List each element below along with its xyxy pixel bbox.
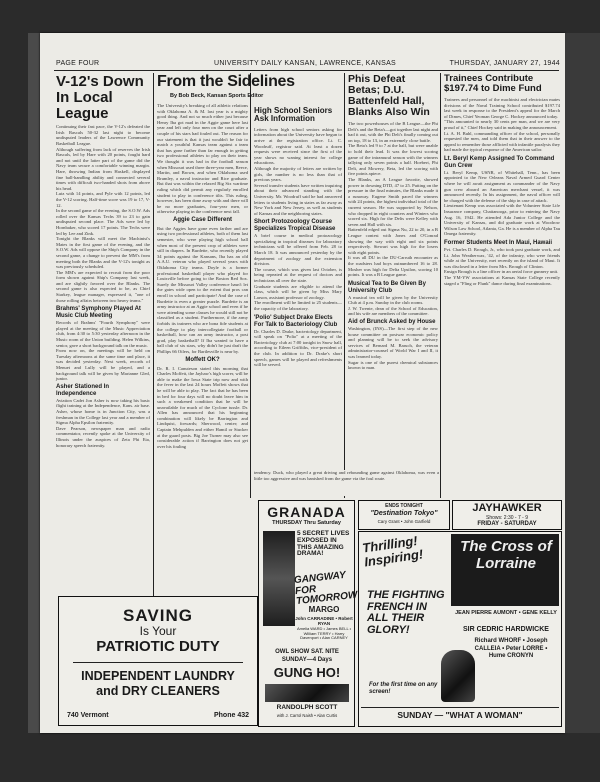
lorraine-thrilling: Thrilling! Inspiring! <box>361 532 424 570</box>
newspaper-page <box>40 33 565 733</box>
article-paragraph: The course, which was given last October, is being repeated at the request of doctors and technicians all over the state. <box>254 266 342 284</box>
lorraine-first-time: For the first time on any screen! <box>369 682 438 695</box>
article-paragraph: Dave Pearson, newspaper man and radio commentator, recently spoke at the University of Illinois under the auspices of Zeta Phi Eta, honorary speech fraternity. <box>56 425 150 448</box>
ad-ends-tonight <box>358 500 450 530</box>
article-paragraph: Records of Brahms' "Fourth Symphony" were played at the meeting of the Music Appreciation club, from 4:30 to 5:30 yesterday afternoon in the Music room of the Union building. Helen Wilkins, senior, gave a short background talk on the music. <box>56 320 150 348</box>
lorraine-title: The Cross of Lorraine <box>460 538 552 573</box>
article-paragraph: Pvt. Charles D. Brough, Jr., who took post graduate work, and Lt. John Weatherwax, '42, of the infantry, who were friends while at the University, met recently on the island of Maui. It was disclosed in a letter from Mrs. Brough of Clinton. <box>444 247 560 269</box>
article-paragraph: Although suffering from lack of reserves the Irish Rascals, led by Hare with 20 points, fought hard and not until the latter part of the game did the Navy team secure a comfortable winning margin. Hare, throwing Indian from Haskell, displayed fine ball-handling ability and connected several times with difficult two-handed shots from above his head. <box>56 146 150 191</box>
lorraine-cast: Richard WHORF • Joseph CALLEIA • Peter LORRE • Hume CRONYN <box>474 638 548 659</box>
ad-dry-cleaners: and DRY CLEANERS <box>96 684 220 699</box>
ad-jayhawker-header <box>452 500 562 530</box>
granada-name: GRANADA <box>267 504 346 520</box>
article-paragraph: The Blanks, an A League favorite, showed power in downing DTD, 47 to 25. Putting on the pressure in the final minutes, the Blanks made it a runaway. Eugene Smith paced the winners with 24 points, the highest individual total of the current season. He was supported by Nelson, who dropped in eight counters and Winters who scored six. High for the Delts were Kelley with seven and Hall with six. <box>348 177 438 227</box>
column-1 <box>56 74 150 614</box>
column-rule <box>344 73 345 498</box>
article-paragraph: Dr. R. I. Canuteson stated this morning that Charles Moffett, the Jayhaw's high scorer, will be able to make the Iowa State trip now and with the fever in the last 24 hours Moffett shows that he will be able to play. The fact that he has been in bed for four days will no doubt leave him in such a weakened condition that he will be unavailable for much of the Cyclone tussle. Dr. Allen has announced that his beginning combination will likely be Barrington and Lindquist, forwards; Sherwood, center; and Captain Mehpulden and either Hamil or Stucker at the guard posts. Big Joe Turner may also see considerable action if Barrington does not get over his fouling <box>157 365 249 449</box>
ad-is-your: Is Your <box>139 623 177 638</box>
article-paragraph: The University's breaking of all athletic relations with Oklahoma A. & M. last year is a mighty good thing. And not so much either just because Henry Iba got mad in the Aggie game here last year and left only four men on the court after a couple of his stars had fouled out. The reason for our statement is that it just wouldn't be fair to match a youthful Kansas team against a team that has gone farther than far enough in getting two professional athletes to play on their team. We thought it was bad in the football season when Missouri used three three-year men, Reece, Martin, and Brown, and when Oklahoma used Brumley, a naval instructor and Rice graduate. But that was within the relaxed Big Six wartime ruling which did permit any regularly enrolled student to play in conference tilts. This ruling, however, has been done away with and there will be no more graduates, four-year men, or otherwise playing in the conference next fall. <box>157 103 248 215</box>
article-paragraph: It was all DU in the DU-Carruth encounter as the roadsters had boys outnumbered 16 to 28. Mosher was high for Delta Upsilon, scoring 10 points. It was a B League game. <box>348 255 438 278</box>
subhead-kemp: Lt. Beryl Kemp Assigned To Command Gun Crew <box>444 155 555 169</box>
article-paragraph: The enrollment will be limited to 25 students—the capacity of the laboratory. <box>254 300 342 311</box>
article-paragraph: Lieutenant Kemp was associated with the Volunteer State Life Insurance company, Chattanooga, prior to entering the Navy Aug. 16, 1942. He attended Ada Junior College and the University of Kansas, and did graduate work at Woodrow Wilson Law School, Atlanta, Ga. He is a member of Alpha Tau Omega fraternity. <box>444 203 560 237</box>
granada-dates: THURSDAY Thru Saturday <box>272 519 341 526</box>
column-3 <box>254 107 342 498</box>
granada-title: GANGWAY FOR TOMORROW <box>293 569 358 608</box>
article-paragraph: A musical tea will be given by the University Club at 4 p.m. Sunday in the club rooms. <box>348 294 438 306</box>
scan-margin <box>565 33 600 733</box>
ad-phone: Phone 432 <box>213 712 249 719</box>
article-paragraph: The Beta's led 9 to 7 at the half, but were unable to hold their lead. It was the lowest scoring game of the intramural season with the winners tallying only seven points a half. Hoebert, Phi Delt, and Mowery, Beta, led the scoring with five points apiece. <box>348 143 438 177</box>
sidelines-continued: tendency. Duck, who played a great driving and rebounding game against Oklahoma, was even a little too aggressive and was banished from the game via the foul route. <box>254 470 439 496</box>
article-paragraph: Tonight the Blanks will meet the Machinist's Mates in the first game of the evening, and the S.O.W. Ads will oppose the Ship's Company in the second game, a change to prevent the MM's from meeting both the Blanks and the V-12's tonight as was previously scheduled. <box>56 236 150 270</box>
header-rule <box>54 70 559 71</box>
lorraine-sunday: SUNDAY — "WHAT A WOMAN" <box>397 710 523 720</box>
granada-margo: MARGO <box>308 605 340 614</box>
column-rule <box>250 73 251 498</box>
jayhawker-name: JAYHAWKER <box>472 502 542 514</box>
ad-patriotic-duty: PATRIOTIC DUTY <box>96 638 220 656</box>
article-paragraph: Continuing their fast pace, the V-12's defeated the Irish Rascals 50-32 last night to become undisputed leaders of the Lawrence Community Basketball League. <box>56 124 150 147</box>
ad-independent-laundry <box>58 596 258 726</box>
jayhawker-days: FRIDAY - SATURDAY <box>477 520 537 527</box>
subhead-musical-tea: Musical Tea to Be Given By University Club <box>348 280 426 294</box>
article-paragraph: But the Aggies have gone even farther and are using two professional athletes, both of them last semester, who were playing high school ball when most of the present crop of athletes were still in diapers. In Burdette, who recently played 34 points against the Kansans, Iba has an old A.A.U. veteran who played several years with Oklahoma City teams. Doyle is a former professional basketball player who played for Louisville before going to the Boston Red Sox. Surely the Missouri Valley conference hasn't let the gates wide open to the extent that pros can enroll in school and participate! And the case of Burdette is even a greater puzzle. Burdette is an army instructor at an Aggie school and even if he were attending some classes he would still not be classified as a student. Furthermore, if the army forbids its trainees who are bona fide students at the college to play intercollegiate football or basketball, how can an army instructor, a post grad, play basketball? If Iba wanted to have a ball club of six stars, why didn't he just draft the Phillips 66 Oilers, for Bartlesville is near by. <box>157 225 248 354</box>
article-paragraph: A brief course in medical protozoology specializing in tropical diseases for laboratory technicians will be offered from Feb. 28 to March 18. It was announced yesterday by the department of zoology and the extension division. <box>254 233 342 267</box>
lorraine-fighting-french: THE FIGHTING FRENCH IN ALL THEIR GLORY! <box>367 589 445 636</box>
paper-title: UNIVERSITY DAILY KANSAN, LAWRENCE, KANSAS <box>213 60 397 67</box>
headline-phis: Phis Defeat Betas; D.U. Battenfeld Hall, Blanks Also Win <box>348 73 430 119</box>
article-paragraph: Battenfeld edged out Sigma Nu, 22 to 20, in a B League contest with Jones and O'Conrad showing the way with eight and six points respectively. Stewart was high for the losers with eight points. <box>348 227 438 255</box>
headline-sidelines: From the Sidelines <box>157 73 295 90</box>
granada-owl-show: OWL SHOW SAT. NITE <box>275 649 339 655</box>
byline: By Bob Beck, Kansan Sports Editor <box>170 93 264 99</box>
ad-laundry-name: INDEPENDENT LAUNDRY <box>81 669 235 684</box>
column-2-body <box>157 103 248 498</box>
lorraine-photo <box>441 650 475 702</box>
column-5 <box>444 74 560 499</box>
ends-tonight-title: "Destination Tokyo" <box>370 510 438 517</box>
article-paragraph: In the second game of the evening, the S.O.W. Ads rolled over the Kansas Techs 39 to 23 to gain undisputed second place. The Ads were led by Hornbaker, who scored 17 points. The Techs were led by Lee and Zink. <box>56 208 150 236</box>
granada-cast: John CARRADINE • Robert RYAN <box>295 616 353 626</box>
article-paragraph: Graduate students are eligible to attend the class, which will be given by Miss Mary Larson, assistant professor of zoology. <box>254 283 342 300</box>
granada-cast-2: Amelia WARD • James BELL • William TERRY • Harry Davenport • Alan CARNEY <box>296 626 352 641</box>
subhead-polio: 'Polio' Subject Drake Elects For Talk to Bacteriology Club <box>254 314 338 328</box>
headline-trainees: Trainees Contribute $197.74 to Dime Fund <box>444 73 542 94</box>
headline-v12: V-12's Down In Local League <box>56 73 144 122</box>
ad-address: 740 Vermont <box>67 712 109 719</box>
article-paragraph: Washington, (INS)—The first step of the new house committee on postwar economic policy and planning will be to seek the advisory services of Bernard M. Baruch, the veteran administrator-counsel of World War I and II, it was learned today. <box>348 326 438 360</box>
subhead-maui: Former Students Meet In Maui, Hawaii <box>444 240 553 246</box>
subhead-aggie: Aggie Case Different <box>172 216 232 223</box>
column-rule <box>153 73 154 613</box>
article-paragraph: Several transfer students have written inquiring about their advanced standing with the University. Mr. Woodruff said he had answered letters to students living in states as far away as New York and New Jersey, as well as students of Kansas and the neighboring states. <box>254 182 342 216</box>
ad-cross-of-lorraine <box>358 531 562 727</box>
article-paragraph: The YM-YW associations at Kansas State College recently staged a "Fling or Flunk" dance during final examinations. <box>444 274 560 286</box>
article-paragraph: Dr. Charles D. Drake, bacteriology department, will speak on "Polio" at a meeting of the Bacteriology club at 7:00 tonight in Snow hall, according to Eileen Griffiths, vice-president of the club. In addition to Dr. Drake's short speech, games will be played and refreshments will be served. <box>254 328 342 368</box>
issue-date: THURSDAY, JANUARY 27, 1944 <box>449 60 560 67</box>
article-paragraph: Although the majority of letters are written by girls, the number is no less than that of previous years. <box>254 165 342 183</box>
article-paragraph: The two powerhouses of the B League—the Phi Delt's and the Beta's—got together last night and had it out, with the Phi Delt's finally coming out on top, 18 to 13, in an extremely close battle. <box>348 121 438 143</box>
article-paragraph: Aviation Cadet Jon Asher is now taking his basic flight training at the Independence, Kans. air base. Asher, whose home is in Junction City, was a freshman in the College last year and a member of Sigma Alpha Epsilon fraternity. <box>56 397 150 426</box>
article-paragraph: Letters from high school seniors asking for information about the University have begun to arrive at the registration office. Lt. C. Woodruff, registrar said. At least a dozen requests were received since the first of the year shows no waning interest for college educations. <box>254 126 342 166</box>
ad-saving: SAVING <box>123 606 193 625</box>
page-number: PAGE FOUR <box>56 60 100 67</box>
binding-strip <box>28 33 40 733</box>
granada-tagline: 5 SECRET LIVES EXPOSED IN THIS AMAZING DRAMA! <box>297 530 350 558</box>
headline-seniors: High School Seniors Ask Information <box>254 106 333 124</box>
article-paragraph: "This amounted to nearly 30 cents per man, and we are very proud of it," Chief Hockey said in making the announcement. <box>444 119 560 130</box>
article-paragraph: Lutz with 14 points, and Pyle with 12 points, led the V-12 scoring. Half-time score was 19 to 17, V-12. <box>56 191 150 208</box>
article-paragraph: Trainees and personnel of the machinist and electrician mates divisions of the Naval Training School contributed $197.74 last week in response to the President's appeal for the March of Dimes, Chief Yeoman George C. Hockey announced today. <box>444 96 560 119</box>
subhead-brahms: Brahms' Symphony Played At Music Club Meeting <box>56 306 141 320</box>
granada-photo <box>263 531 295 626</box>
article-paragraph: From now on, the meetings will be held on Tuesday afternoons at the same time and place, it was decided yesterday. Next week, records of Menuet and Lully will be played, and a background talk will be given by Marianne Gled, junior. <box>56 348 150 382</box>
column-rule <box>440 73 441 498</box>
granada-randolph-scott: RANDOLPH SCOTT <box>276 704 338 711</box>
ends-tonight-cast: Cary Grant • John Garfield <box>377 519 431 525</box>
lorraine-stars: JEAN PIERRE AUMONT • GENE KELLY <box>455 610 557 616</box>
subhead-asher: Asher Stationed In Independence <box>56 383 110 397</box>
article-paragraph: Ensign Brough is a line officer in an aerial force gunnery unit. <box>444 269 559 275</box>
jayhawker-showtimes: Shows: 2:30 - 7 - 9 <box>486 514 528 521</box>
article-paragraph: Lt. Beryl Kemp, USNR, of Whitehall, Tenn., has been appointed to the New Orleans Naval Armed Guard Center where he will await assignment as commander of the Navy gun crew aboard an American merchant vessel, it was announced recently. In his assignment, the naval officer will be charged with the defense of the ship in case of attack. <box>444 169 560 203</box>
lorraine-divider <box>361 707 559 708</box>
subhead-brunck: Aid of Brunck Asked by House <box>348 319 436 326</box>
article-paragraph: Sugar is one of the purest chemical substances known to man. <box>348 359 438 371</box>
granada-photo-2 <box>265 684 349 702</box>
article-paragraph: Lt. A. H. Buhl, commanding officer of the school, personally requested the men, and told them that in their answer to the appeal to remember those afflicted with infantile paralysis they had made the typical response of the American sailor. <box>444 130 560 153</box>
article-paragraph: J. W. Twente, dean of the School of Education, and his wife are members of the committee. <box>348 305 438 317</box>
granada-gung-ho: GUNG HO! <box>273 665 341 680</box>
ad-divider <box>73 662 243 663</box>
subhead-moffett: Moffett OK? <box>185 356 220 363</box>
column-4 <box>348 74 438 468</box>
granada-sunday: SUNDAY—4 Days <box>281 657 333 663</box>
granada-cast-3: with J. Carrol Naish • Alan Curtis <box>276 713 338 718</box>
subhead-protozoology: Short Protozoology Course Specializes Tropical Disease <box>254 219 336 233</box>
lorraine-hardwicke: SIR CEDRIC HARDWICKE <box>463 626 549 633</box>
ad-granada <box>258 500 358 727</box>
article-paragraph: The MM's are expected to recruit from the poor form shown against Ship's Company last week, and are slightly favored over the Blanks. The second game is also expected to be, as Chief Starkey, league manager, expressed it, "one of those rolling affairs between two heavy teams." <box>56 269 150 303</box>
ends-tonight-label: ENDS TONIGHT <box>385 503 423 509</box>
